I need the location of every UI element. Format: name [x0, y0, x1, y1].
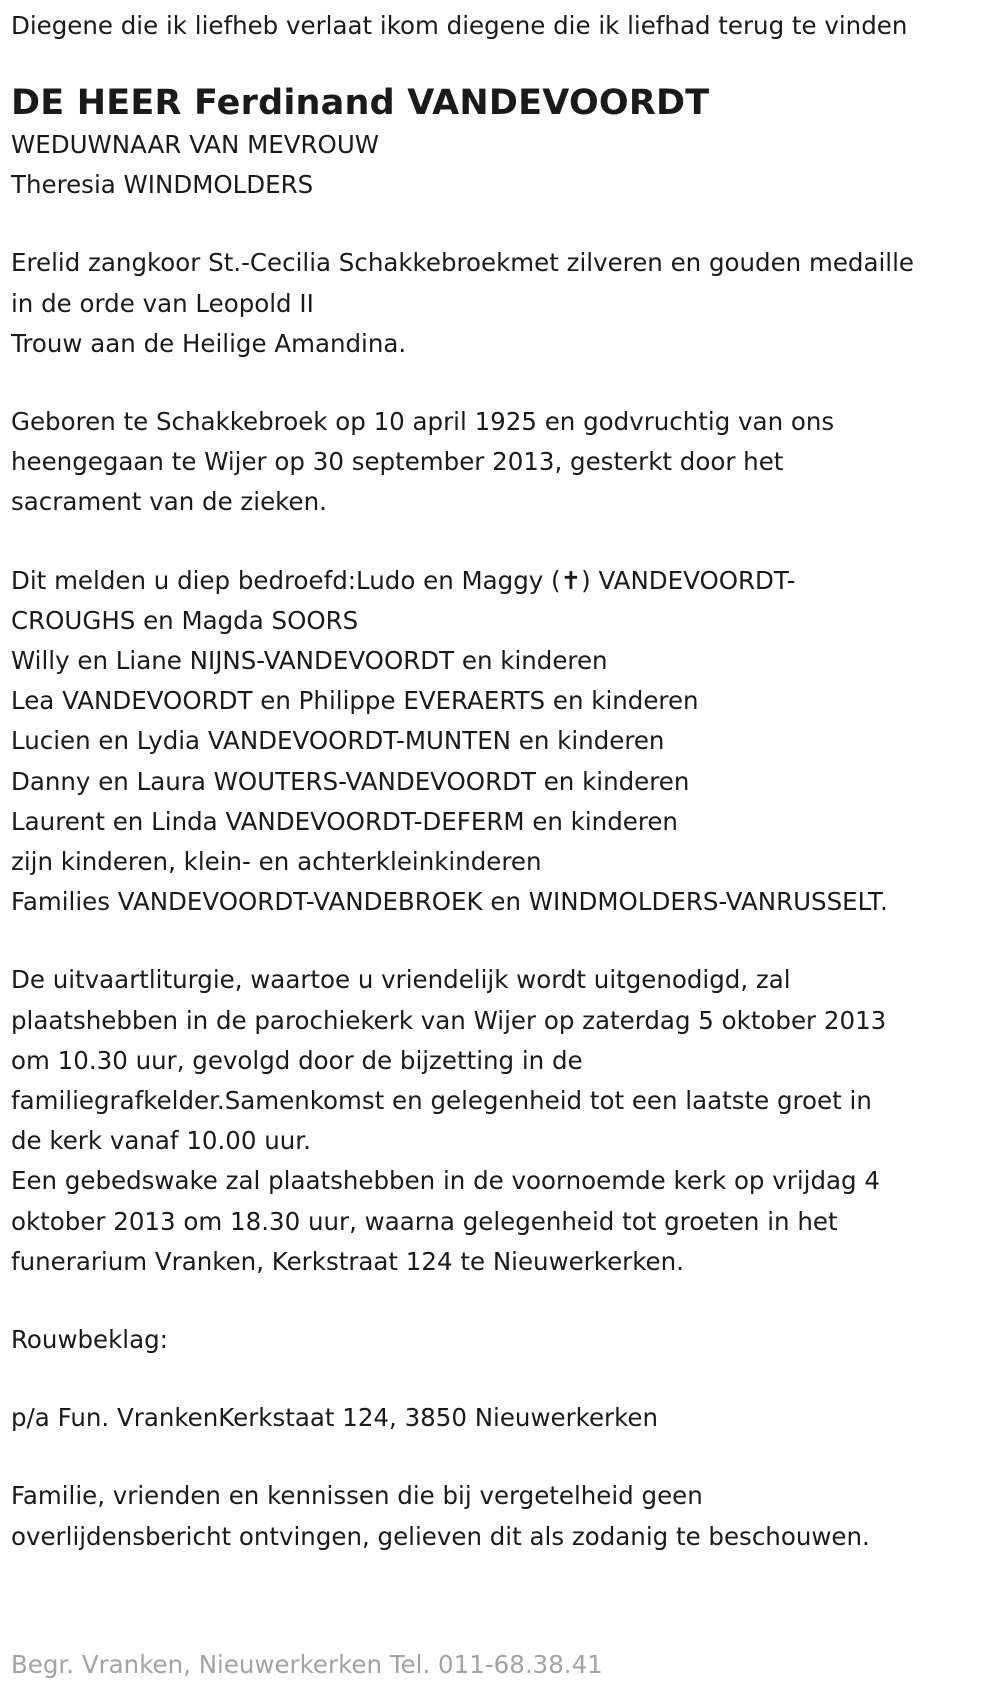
funeral-line: oktober 2013 om 18.30 uur, waarna gelegenheid tot groeten in het [11, 1206, 838, 1236]
birth-death-line: Geboren te Schakkebroek op 10 april 1925 en godvruchtig van ons [11, 407, 835, 437]
family-line: CROUGHS en Magda SOORS [11, 605, 359, 635]
family-line: Lucien en Lydia VANDEVOORDT-MUNTEN en kinderen [11, 726, 665, 756]
spouse-line: Theresia WINDMOLDERS [11, 170, 314, 200]
honors-line: in de orde van Leopold II [11, 288, 314, 318]
family-line: Families VANDEVOORDT-VANDEBROEK en WINDMOLDERS-VANRUSSELT. [11, 887, 888, 917]
spouse-section [11, 125, 1000, 205]
family-line: zijn kinderen, klein- en achterkleinkinderen [11, 847, 542, 877]
funeral-line: familiegrafkelder.Samenkomst en gelegenheid tot een laatste groet in [11, 1086, 872, 1116]
funeral-line: de kerk vanaf 10.00 uur. [11, 1126, 311, 1156]
family-line: Dit melden u diep bedroefd:Ludo en Maggy (✝) VANDEVOORDT- [11, 565, 796, 595]
funeral-line: om 10.30 uur, gevolgd door de bijzetting in de [11, 1045, 583, 1075]
motto-text: Diegene die ik liefheb verlaat ikom diegene die ik liefhad terug te vinden [11, 11, 908, 40]
honors-line: Trouw aan de Heilige Amandina. [11, 328, 407, 358]
family-line: Danny en Laura WOUTERS-VANDEVOORDT en kinderen [11, 766, 690, 796]
family-section [11, 561, 1000, 923]
funeral-section [11, 960, 1000, 1282]
birth-death-section [11, 402, 1000, 523]
honors-line: Erelid zangkoor St.-Cecilia Schakkebroekmet zilveren en gouden medaille [11, 248, 914, 278]
birth-death-line: heengegaan te Wijer op 30 september 2013, gesterkt door het [11, 447, 784, 477]
funeral-line: funerarium Vranken, Kerkstraat 124 te Nieuwerkerken. [11, 1246, 684, 1276]
family-line: Willy en Liane NIJNS-VANDEVOORDT en kinderen [11, 646, 608, 676]
funeral-line: plaatshebben in de parochiekerk van Wijer op zaterdag 5 oktober 2013 [11, 1005, 887, 1035]
condolence-label: Rouwbeklag: [11, 1325, 168, 1355]
honors-section [11, 243, 1000, 364]
funeral-line: De uitvaartliturgie, waartoe u vriendelijk wordt uitgenodigd, zal [11, 965, 791, 995]
spouse-line: WEDUWNAAR VAN MEVROUW [11, 130, 379, 159]
birth-death-line: sacrament van de zieken. [11, 487, 327, 517]
notice-line: overlijdensbericht ontvingen, gelieven dit als zodanig te beschouwen. [11, 1521, 870, 1551]
family-line: Laurent en Linda VANDEVOORDT-DEFERM en kinderen [11, 806, 678, 836]
funeral-director-footer: Begr. Vranken, Nieuwerkerken Tel. 011-68.38.41 [11, 1649, 603, 1679]
notice-line: Familie, vrienden en kennissen die bij vergetelheid geen [11, 1481, 703, 1511]
notice-section [11, 1476, 1000, 1556]
deceased-name: DE HEER Ferdinand VANDEVOORDT [11, 83, 710, 123]
family-line: Lea VANDEVOORDT en Philippe EVERAERTS en kinderen [11, 686, 699, 716]
condolence-address: p/a Fun. VrankenKerkstaat 124, 3850 Nieuwerkerken [11, 1403, 659, 1433]
funeral-line: Een gebedswake zal plaatshebben in de voornoemde kerk op vrijdag 4 [11, 1166, 880, 1196]
